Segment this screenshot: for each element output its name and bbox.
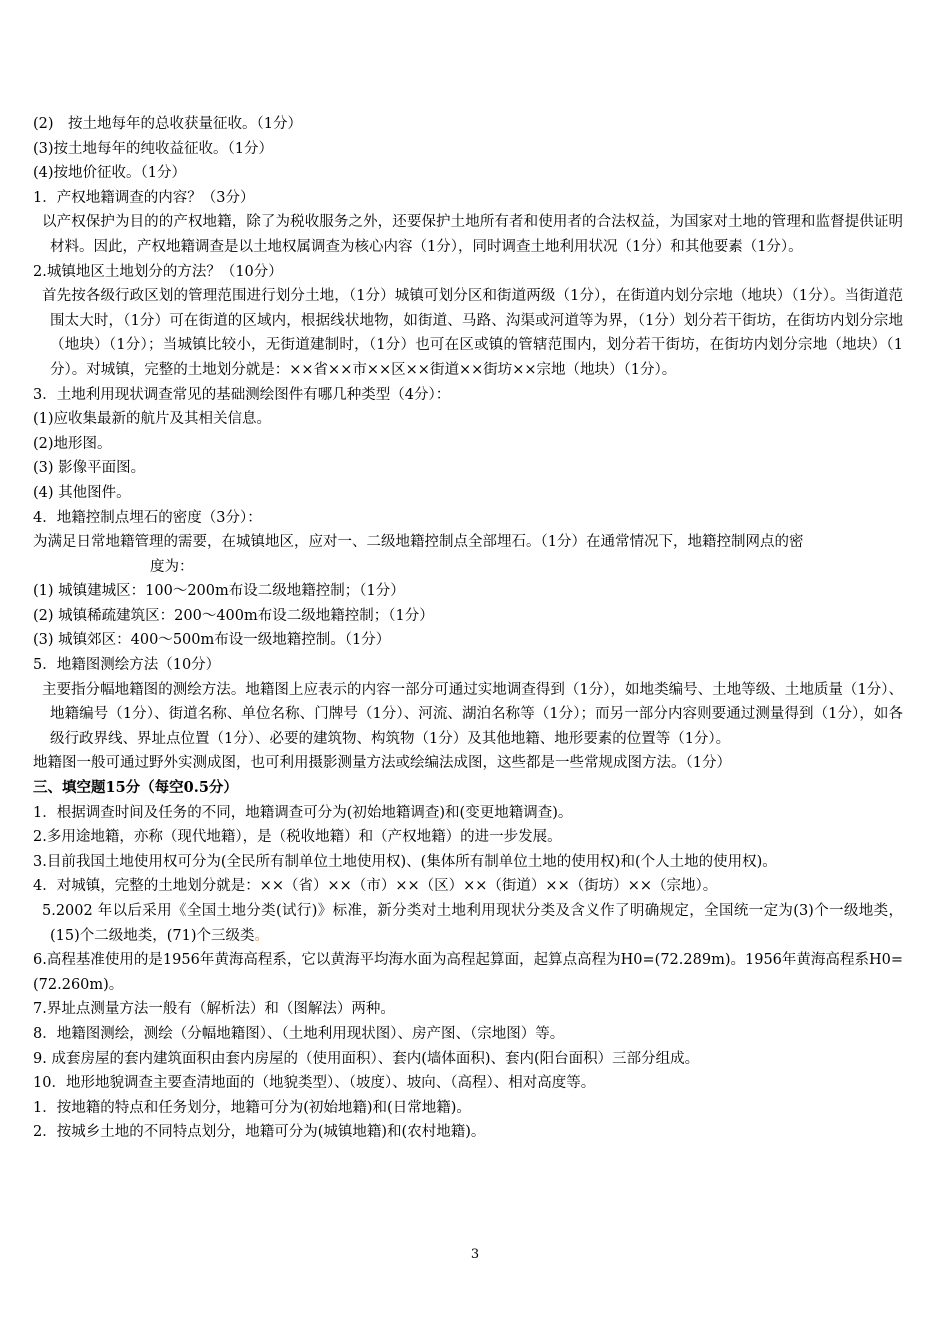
answer-line: 度为： [150, 558, 194, 575]
answer-line: (1) 城镇建城区：100～200m布设二级地籍控制；（1分） [33, 583, 405, 600]
document-body [33, 112, 903, 1145]
question-line: 2.城镇地区土地划分的方法？（10分） [33, 263, 283, 280]
answer-line: (2) 按土地每年的总收获量征收。（1分） [33, 116, 303, 132]
answer-line: (2) 城镇稀疏建筑区：200～400m布设二级地籍控制；（1分） [33, 607, 434, 624]
fill-blank-paragraph [33, 899, 903, 948]
question-line: 3．土地利用现状调查常见的基础测绘图件有哪几种类型（4分）： [33, 386, 451, 403]
fill-blank-text: 5.2002 年以后采用《全国土地分类(试行)》标准，新分类对土地利用现状分类及含义作了明确规定，全国统一定为(3)个一级地类，(15)个二级地类，(71)个三级类 [42, 903, 903, 944]
question-line: 4．地籍控制点埋石的密度（3分）： [33, 509, 262, 526]
question-line: 5．地籍图测绘方法（10分） [33, 657, 221, 674]
answer-line: (1)应收集最新的航片及其相关信息。 [33, 411, 272, 428]
fill-blank-paragraph: 6.高程基准使用的是1956年黄海高程系，它以黄海平均海水面为高程起算面，起算点高程为H0=(72.289m)。1956年黄海高程系H0=(72.260m)。 [33, 952, 903, 993]
fill-blank-line: 8．地籍图测绘，测绘（分幅地籍图）、（土地利用现状图）、房产图、（宗地图）等。 [33, 1025, 565, 1042]
fill-blank-end-mark: 。 [254, 927, 270, 944]
fill-blank-line: 10．地形地貌调查主要查清地面的（地貌类型）、（坡度）、坡向、（高程）、相对高度等。 [33, 1075, 596, 1092]
question-line: 1．产权地籍调查的内容？（3分） [33, 189, 255, 206]
fill-blank-line: 9. 成套房屋的套内建筑面积由套内房屋的（使用面积）、套内(墙体面积)、套内(阳台面积）三部分组成。 [33, 1050, 700, 1067]
fill-blank-line: 4．对城镇，完整的土地划分就是：××（省）××（市）××（区）××（街道）××（街坊）××（宗地）。 [33, 878, 718, 895]
answer-paragraph: 主要指分幅地籍图的测绘方法。地籍图上应表示的内容一部分可通过实地调查得到（1分），如地类编号、土地等级、土地质量（1分）、地籍编号（1分）、街道名称、单位名称、门牌号（1分）、河流、湖泊名称等（1分）；而另一部分内容则要通过测量得到（1分），如各级行政界线、界址点位置（1分）、必要的建筑物、构筑物（1分）及其他地籍、地形要素的位置等（1分）。 [42, 681, 903, 747]
page-number: 3 [470, 1247, 480, 1262]
fill-blank-line: 2．按城乡土地的不同特点划分，地籍可分为(城镇地籍)和(农村地籍)。 [33, 1124, 486, 1141]
answer-paragraph: 首先按各级行政区划的管理范围进行划分土地，（1分）城镇可划分区和街道两级（1分），在街道内划分宗地（地块）（1分）。当街道范围太大时，（1分）可在街道的区域内，根据线状地物，如街道、马路、沟渠或河道等为界，（1分）划分若干街坊，在街坊内划分宗地（地块）（1分）；当城镇比较小，无街道建制时，（1分）也可在区或镇的管辖范围内，划分若干街坊，在街坊内划分宗地（地块）（1分）。对城镇，完整的土地划分就是：××省××市××区××街道××街坊××宗地（地块）（1分）。 [42, 288, 903, 378]
answer-line: 地籍图一般可通过野外实测成图，也可利用摄影测量方法或绘编法成图，这些都是一些常规成图方法。（1分） [33, 755, 731, 772]
fill-blank-line: 7.界址点测量方法一般有（解析法）和（图解法）两种。 [33, 1001, 395, 1018]
fill-blank-line: 1．根据调查时间及任务的不同，地籍调查可分为(初始地籍调查)和(变更地籍调查)。 [33, 804, 573, 821]
answer-line: (2)地形图。 [33, 435, 112, 452]
fill-blank-line: 3.目前我国土地使用权可分为(全民所有制单位土地使用权)、(集体所有制单位土地的使用权)和(个人土地的使用权)。 [33, 853, 777, 870]
section-heading: 三、填空题15分（每空0.5分） [33, 779, 238, 797]
answer-line: (4) 其他图件。 [33, 484, 131, 501]
answer-line: (4)按地价征收。（1分） [33, 165, 187, 182]
answer-line: (3) 影像平面图。 [33, 460, 146, 477]
answer-line: (3) 城镇郊区：400～500m布设一级地籍控制。（1分） [33, 632, 391, 649]
answer-line: 为满足日常地籍管理的需要，在城镇地区，应对一、二级地籍控制点全部埋石。（1分）在通常情况下，地籍控制网点的密 [33, 534, 804, 551]
answer-line: (3)按土地每年的纯收益征收。（1分） [33, 140, 274, 157]
fill-blank-line: 2.多用途地籍，亦称（现代地籍），是（税收地籍）和（产权地籍）的进一步发展。 [33, 829, 562, 846]
fill-blank-line: 1．按地籍的特点和任务划分，地籍可分为(初始地籍)和(日常地籍)。 [33, 1099, 471, 1116]
answer-paragraph: 以产权保护为目的的产权地籍，除了为税收服务之外，还要保护土地所有者和使用者的合法权益，为国家对土地的管理和监督提供证明材料。因此，产权地籍调查是以土地权属调查为核心内容（1分），同时调查土地利用状况（1分）和其他要素（1分）。 [42, 214, 903, 255]
